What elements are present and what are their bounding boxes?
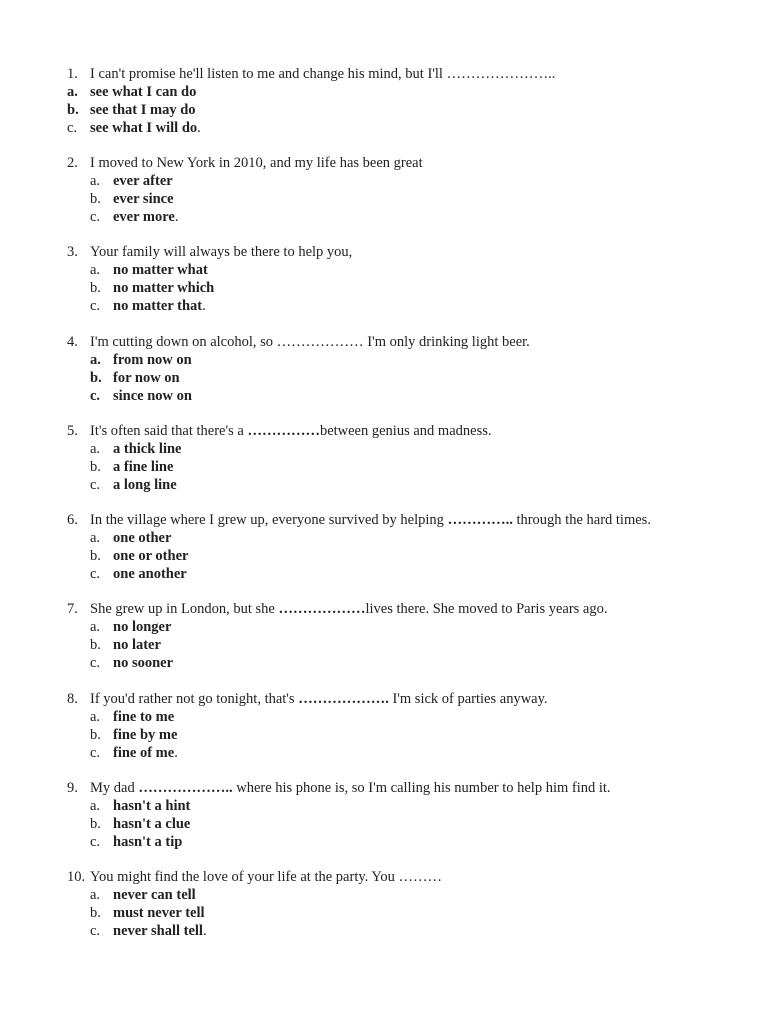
option-a: [0, 618, 768, 636]
question-8: [0, 690, 768, 762]
question-text: In the village where I grew up, everyone survived by helping ………….. through the hard times.: [90, 512, 651, 528]
question-text: Your family will always be there to help you,: [90, 244, 353, 260]
option-text: no longer: [113, 619, 172, 635]
question-text: I'm cutting down on alcohol, so ……………… I'm only drinking light beer.: [90, 334, 530, 350]
option-a: [0, 886, 768, 904]
option-text: for now on: [113, 370, 180, 386]
option-text: see what I can do: [90, 84, 197, 100]
option-letter: a.: [90, 530, 101, 546]
answer-blank: ………………..: [138, 780, 233, 796]
option-text: fine to me: [113, 709, 175, 725]
option-text: never can tell: [113, 887, 196, 903]
answer-blank: …………..: [447, 512, 513, 528]
question-text: I moved to New York in 2010, and my life has been great: [90, 155, 423, 171]
option-letter: c.: [90, 834, 101, 850]
answer-blank: ……………….: [298, 691, 389, 707]
option-text: no later: [113, 637, 161, 653]
option-b: [0, 190, 768, 208]
question-2: [0, 154, 768, 226]
option-text: see what I will do.: [90, 120, 201, 136]
question-number: 9.: [67, 780, 78, 796]
option-text: ever more.: [113, 209, 179, 225]
option-letter: c.: [90, 655, 101, 671]
question-7: [0, 600, 768, 672]
question-text: You might find the love of your life at the party. You ………: [90, 869, 443, 885]
option-c: [0, 654, 768, 672]
option-letter: b.: [67, 102, 79, 118]
option-text: no matter that.: [113, 298, 206, 314]
question-number: 3.: [67, 244, 78, 260]
question-5: [0, 422, 768, 494]
option-text: fine by me: [113, 727, 178, 743]
option-b: [0, 726, 768, 744]
option-letter: a.: [90, 887, 101, 903]
option-a: [0, 172, 768, 190]
option-text: must never tell: [113, 905, 205, 921]
question-stem: [0, 779, 768, 797]
question-number: 10.: [67, 869, 86, 885]
option-text: from now on: [113, 352, 192, 368]
option-c: [0, 208, 768, 226]
option-b: [0, 458, 768, 476]
option-letter: c.: [90, 298, 101, 314]
option-letter: b.: [90, 816, 101, 832]
option-letter: b.: [90, 548, 101, 564]
option-b: [0, 279, 768, 297]
option-text: one or other: [113, 548, 189, 564]
question-text: She grew up in London, but she ………………lives there. She moved to Paris years ago.: [90, 601, 608, 617]
option-text: hasn't a hint: [113, 798, 191, 814]
question-stem: [0, 868, 768, 886]
option-text: ever after: [113, 173, 173, 189]
option-a: [0, 797, 768, 815]
option-text: never shall tell.: [113, 923, 207, 939]
option-text: fine of me.: [113, 745, 178, 761]
option-b: [0, 904, 768, 922]
question-number: 4.: [67, 334, 78, 350]
option-c: [0, 833, 768, 851]
option-letter: c.: [90, 923, 101, 939]
option-c: [0, 476, 768, 494]
question-number: 5.: [67, 423, 78, 439]
option-letter: c.: [90, 209, 101, 225]
option-letter: a.: [90, 441, 101, 457]
question-text: My dad ……………….. where his phone is, so I'm calling his number to help him find it.: [90, 780, 611, 796]
option-letter: b.: [90, 637, 101, 653]
option-letter: c.: [90, 566, 101, 582]
question-text: If you'd rather not go tonight, that's ………………. I'm sick of parties anyway.: [90, 691, 548, 707]
option-text: see that I may do: [90, 102, 196, 118]
option-letter: c.: [90, 388, 101, 404]
option-text: a fine line: [113, 459, 174, 475]
question-stem: [0, 65, 768, 83]
question-4: [0, 333, 768, 405]
option-text: hasn't a clue: [113, 816, 191, 832]
option-text: no matter what: [113, 262, 208, 278]
question-stem: [0, 243, 768, 261]
option-letter: b.: [90, 727, 101, 743]
question-3: [0, 243, 768, 315]
question-number: 6.: [67, 512, 78, 528]
option-text: one another: [113, 566, 187, 582]
option-text: one other: [113, 530, 172, 546]
question-number: 7.: [67, 601, 78, 617]
option-text: hasn't a tip: [113, 834, 183, 850]
question-number: 2.: [67, 155, 78, 171]
option-text: no matter which: [113, 280, 215, 296]
option-letter: a.: [90, 798, 101, 814]
option-letter: a.: [90, 709, 101, 725]
option-a: [0, 351, 768, 369]
option-letter: a.: [90, 262, 101, 278]
question-stem: [0, 422, 768, 440]
option-text: a long line: [113, 477, 177, 493]
option-letter: a.: [67, 84, 78, 100]
question-text: I can't promise he'll listen to me and change his mind, but I'll …………………..: [90, 66, 556, 82]
option-c: [0, 297, 768, 315]
option-b: [0, 101, 768, 119]
option-letter: c.: [90, 745, 101, 761]
question-stem: [0, 333, 768, 351]
option-a: [0, 529, 768, 547]
option-text: no sooner: [113, 655, 174, 671]
option-letter: a.: [90, 173, 101, 189]
option-text: ever since: [113, 191, 174, 207]
answer-blank: ……………: [247, 423, 320, 439]
option-c: [0, 744, 768, 762]
option-letter: b.: [90, 459, 101, 475]
option-c: [0, 387, 768, 405]
question-6: [0, 511, 768, 583]
option-c: [0, 922, 768, 940]
question-stem: [0, 511, 768, 529]
question-stem: [0, 600, 768, 618]
option-a: [0, 261, 768, 279]
question-number: 8.: [67, 691, 78, 707]
option-a: [0, 83, 768, 101]
question-text: It's often said that there's a ……………between genius and madness.: [90, 423, 492, 439]
option-letter: b.: [90, 280, 101, 296]
option-b: [0, 815, 768, 833]
option-text: since now on: [113, 388, 192, 404]
answer-blank: ………………: [278, 601, 366, 617]
option-a: [0, 708, 768, 726]
question-1: [0, 65, 768, 137]
option-text: a thick line: [113, 441, 182, 457]
question-stem: [0, 690, 768, 708]
option-letter: b.: [90, 370, 102, 386]
option-a: [0, 440, 768, 458]
option-b: [0, 369, 768, 387]
question-number: 1.: [67, 66, 78, 82]
option-letter: b.: [90, 191, 101, 207]
option-c: [0, 565, 768, 583]
option-b: [0, 636, 768, 654]
option-letter: c.: [90, 477, 101, 493]
option-letter: b.: [90, 905, 101, 921]
question-10: [0, 868, 768, 940]
option-letter: a.: [90, 619, 101, 635]
question-stem: [0, 154, 768, 172]
option-letter: a.: [90, 352, 101, 368]
question-9: [0, 779, 768, 851]
option-b: [0, 547, 768, 565]
option-c: [0, 119, 768, 137]
option-letter: c.: [67, 120, 78, 136]
